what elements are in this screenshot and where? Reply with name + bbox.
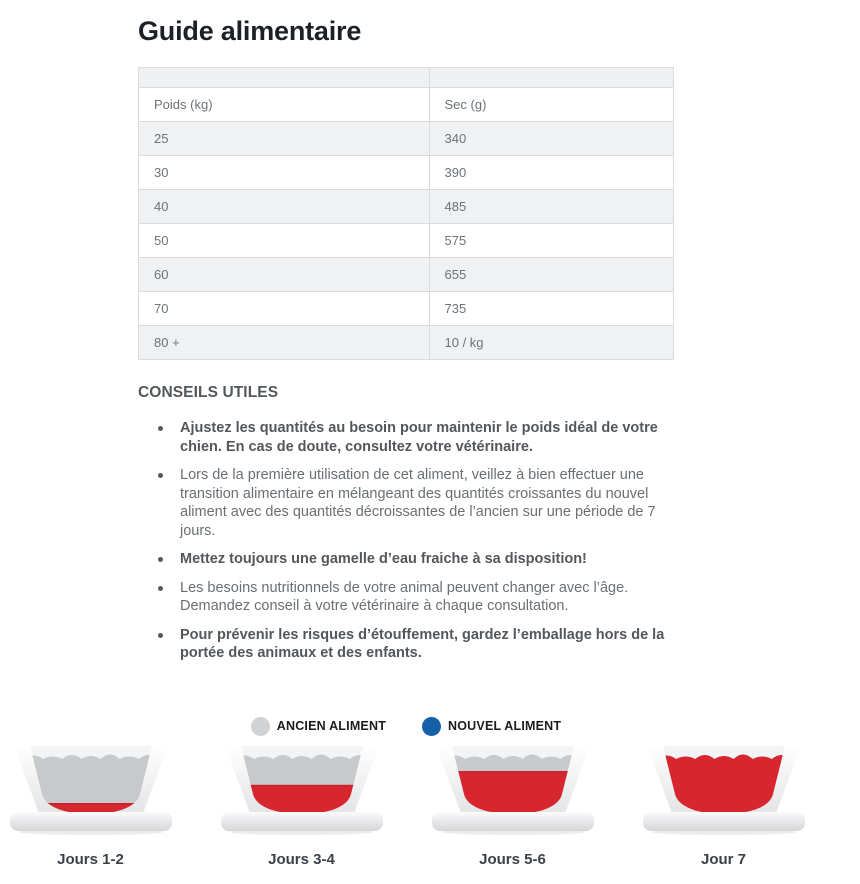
tip-item: Les besoins nutritionnels de votre animal peuvent changer avec l’âge. Demandez conseil à votre vétérinaire à chaque consultation. — [138, 579, 674, 616]
table-cell: 575 — [429, 224, 674, 258]
table-cell: 30 — [139, 156, 430, 190]
table-row — [139, 224, 674, 258]
table-cell: 70 — [139, 292, 430, 326]
tips-list — [138, 419, 674, 663]
bowl-label: Jours 1-2 — [57, 850, 124, 868]
table-row — [139, 326, 674, 360]
table-spacer-row — [139, 68, 674, 88]
feeding-guide-section — [138, 0, 674, 736]
table-spacer-cell — [139, 68, 430, 88]
tip-item: Pour prévenir les risques d’étouffement, gardez l’emballage hors de la portée des animaux et des enfants. — [138, 626, 674, 663]
legend-item-new-food — [422, 717, 561, 736]
bowl-illustration — [217, 744, 387, 836]
legend-label-new-food: NOUVEL ALIMENT — [448, 719, 562, 733]
table-spacer-cell — [429, 68, 674, 88]
table-row — [139, 292, 674, 326]
bowl-label: Jours 3-4 — [268, 850, 335, 868]
table-cell: 655 — [429, 258, 674, 292]
tip-item: Mettez toujours une gamelle d’eau fraiche à sa disposition! — [138, 550, 674, 569]
page-title: Guide alimentaire — [138, 16, 362, 46]
table-cell: 10 / kg — [429, 326, 674, 360]
table-cell: 485 — [429, 190, 674, 224]
table-row — [139, 122, 674, 156]
new-food-dot-icon — [422, 717, 441, 736]
column-header-poids: Poids (kg) — [139, 88, 430, 122]
table-row — [139, 156, 674, 190]
tip-item: Ajustez les quantités au besoin pour maintenir le poids idéal de votre chien. En cas de doute, consultez votre vétérinaire. — [138, 419, 674, 456]
table-cell: 40 — [139, 190, 430, 224]
transition-legend — [138, 717, 674, 736]
transition-step — [407, 744, 618, 868]
bowl-label: Jours 5-6 — [479, 850, 546, 868]
table-row — [139, 258, 674, 292]
table-cell: 390 — [429, 156, 674, 190]
bowl-illustration — [6, 744, 176, 836]
legend-item-old-food — [251, 717, 386, 736]
table-row — [139, 190, 674, 224]
transition-bowls-row — [0, 744, 860, 868]
table-cell: 735 — [429, 292, 674, 326]
transition-step — [618, 744, 829, 868]
tips-heading: CONSEILS UTILES — [138, 384, 279, 401]
table-cell: 80 + — [139, 326, 430, 360]
table-header-row — [139, 88, 674, 122]
bowl-illustration — [639, 744, 809, 836]
legend-label-old-food: ANCIEN ALIMENT — [276, 719, 387, 733]
tip-item: Lors de la première utilisation de cet aliment, veillez à bien effectuer une transition alimentaire en mélangeant des quantités croissantes du nouvel aliment avec des quantités décroissantes de l’ancien sur une période de 7 jours. — [138, 466, 674, 540]
feeding-table — [138, 67, 674, 360]
old-food-dot-icon — [251, 717, 270, 736]
column-header-sec: Sec (g) — [429, 88, 674, 122]
feeding-table-body — [139, 122, 674, 360]
bowl-illustration — [428, 744, 598, 836]
bowl-label: Jour 7 — [700, 850, 746, 868]
table-cell: 60 — [139, 258, 430, 292]
transition-step — [0, 744, 196, 868]
table-cell: 50 — [139, 224, 430, 258]
table-cell: 340 — [429, 122, 674, 156]
transition-step — [196, 744, 407, 868]
table-cell: 25 — [139, 122, 430, 156]
